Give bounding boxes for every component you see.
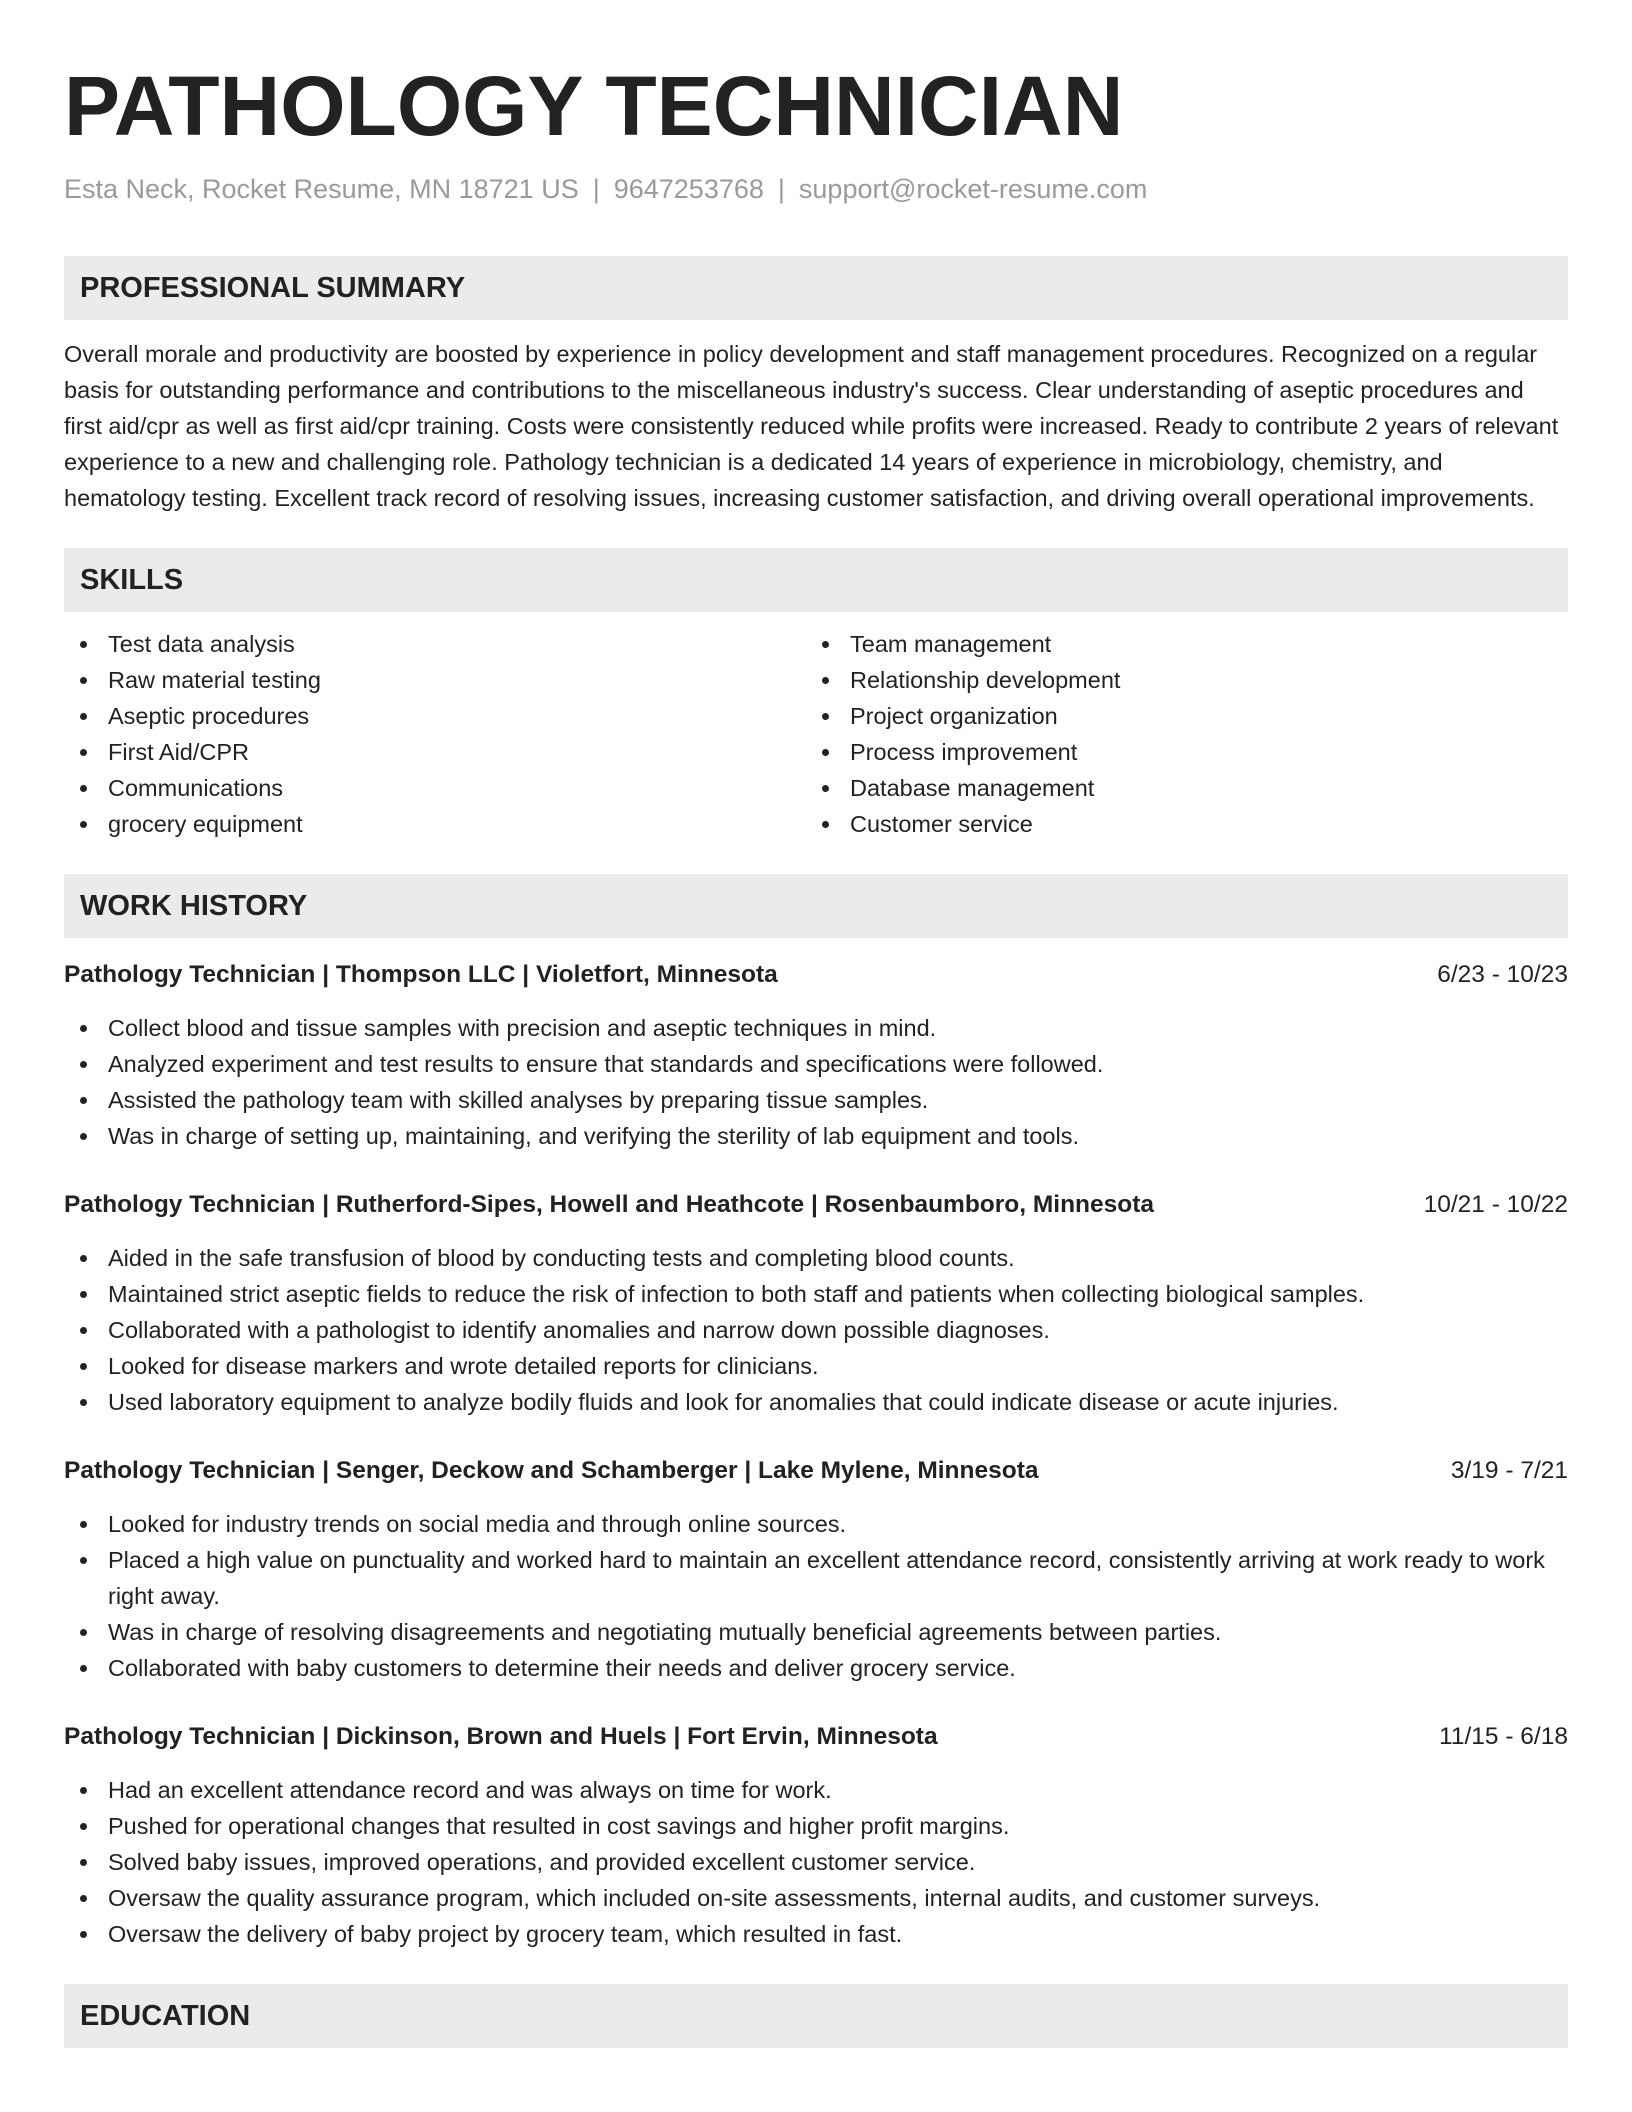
section-heading-education: EDUCATION [64,1984,1568,2048]
job-title: Pathology Technician | Thompson LLC | Violetfort, Minnesota [64,961,778,988]
skill-item: Communications [64,770,806,806]
job-header [64,1188,1568,1222]
job-entry [64,1454,1568,1686]
section-heading-work-history: WORK HISTORY [64,874,1568,938]
job-bullet: Had an excellent attendance record and was always on time for work. [64,1772,1568,1808]
skills-column-right [806,626,1548,842]
section-heading-skills: SKILLS [64,548,1568,612]
job-bullet: Collect blood and tissue samples with precision and aseptic techniques in mind. [64,1010,1568,1046]
contact-email: support@rocket-resume.com [798,174,1148,204]
skill-item: Relationship development [806,662,1548,698]
job-entry [64,958,1568,1154]
job-bullet: Looked for industry trends on social media and through online sources. [64,1506,1568,1542]
job-bullet: Pushed for operational changes that resulted in cost savings and higher profit margins. [64,1808,1568,1844]
job-bullet: Used laboratory equipment to analyze bodily fluids and look for anomalies that could indicate disease or acute injuries. [64,1384,1568,1420]
job-bullet: Was in charge of setting up, maintaining, and verifying the sterility of lab equipment and tools. [64,1118,1568,1154]
skill-item: First Aid/CPR [64,734,806,770]
resume-page [64,56,1568,2048]
skill-item: Raw material testing [64,662,806,698]
job-entry [64,1188,1568,1420]
skills-grid [64,626,1568,842]
job-bullet: Was in charge of resolving disagreements and negotiating mutually beneficial agreements between parties. [64,1614,1568,1650]
contact-phone: 9647253768 [613,174,764,204]
job-bullet: Looked for disease markers and wrote detailed reports for clinicians. [64,1348,1568,1384]
job-bullet: Aided in the safe transfusion of blood by conducting tests and completing blood counts. [64,1240,1568,1276]
job-bullet: Assisted the pathology team with skilled analyses by preparing tissue samples. [64,1082,1568,1118]
skill-item: Aseptic procedures [64,698,806,734]
job-bullets [64,1506,1568,1686]
skill-item: Test data analysis [64,626,806,662]
contact-separator: | [777,174,785,204]
skill-item: grocery equipment [64,806,806,842]
job-title: Pathology Technician | Rutherford-Sipes, Howell and Heathcote | Rosenbaumboro, Minnesota [64,1191,1155,1218]
skills-column-left [64,626,806,842]
job-bullets [64,1010,1568,1154]
job-entry [64,1720,1568,1952]
job-bullet: Solved baby issues, improved operations, and provided excellent customer service. [64,1844,1568,1880]
job-dates: 3/19 - 7/21 [1450,1457,1568,1484]
contact-separator: | [592,174,600,204]
job-bullets [64,1772,1568,1952]
job-bullets [64,1240,1568,1420]
skill-item: Project organization [806,698,1548,734]
contact-address: Esta Neck, Rocket Resume, MN 18721 US [64,174,579,204]
skill-item: Process improvement [806,734,1548,770]
contact-line [64,172,1568,206]
skill-item: Customer service [806,806,1548,842]
skill-item: Database management [806,770,1548,806]
resume-name: PATHOLOGY TECHNICIAN [64,59,1124,153]
job-bullet: Collaborated with a pathologist to identify anomalies and narrow down possible diagnoses. [64,1312,1568,1348]
job-header [64,1720,1568,1754]
job-dates: 11/15 - 6/18 [1439,1723,1568,1750]
job-bullet: Placed a high value on punctuality and worked hard to maintain an excellent attendance record, consistently arriving at work ready to work right away. [64,1542,1568,1614]
job-header [64,958,1568,992]
job-dates: 6/23 - 10/23 [1437,961,1568,988]
summary-text: Overall morale and productivity are boosted by experience in policy development and staff management procedures. Recognized on a regular basis for outstanding performance and contributions to the miscellaneous industry's success. Clear understanding of aseptic procedures and first aid/cpr as well as first aid/cpr training. Costs were consistently reduced while profits were increased. Ready to contribute 2 years of relevant experience to a new and challenging role. Pathology technician is a dedicated 14 years of experience in microbiology, chemistry, and hematology testing. Excellent track record of resolving issues, increasing customer satisfaction, and driving overall operational improvements. [64,341,1559,511]
section-heading-summary: PROFESSIONAL SUMMARY [64,256,1568,320]
job-bullet: Oversaw the quality assurance program, which included on-site assessments, internal audits, and customer surveys. [64,1880,1568,1916]
job-header [64,1454,1568,1488]
job-bullet: Analyzed experiment and test results to ensure that standards and specifications were followed. [64,1046,1568,1082]
job-bullet: Maintained strict aseptic fields to reduce the risk of infection to both staff and patients when collecting biological samples. [64,1276,1568,1312]
job-bullet: Collaborated with baby customers to determine their needs and deliver grocery service. [64,1650,1568,1686]
job-title: Pathology Technician | Dickinson, Brown and Huels | Fort Ervin, Minnesota [64,1723,938,1750]
job-title: Pathology Technician | Senger, Deckow and Schamberger | Lake Mylene, Minnesota [64,1457,1039,1484]
job-bullet: Oversaw the delivery of baby project by grocery team, which resulted in fast. [64,1916,1568,1952]
skill-item: Team management [806,626,1548,662]
job-dates: 10/21 - 10/22 [1423,1191,1568,1218]
